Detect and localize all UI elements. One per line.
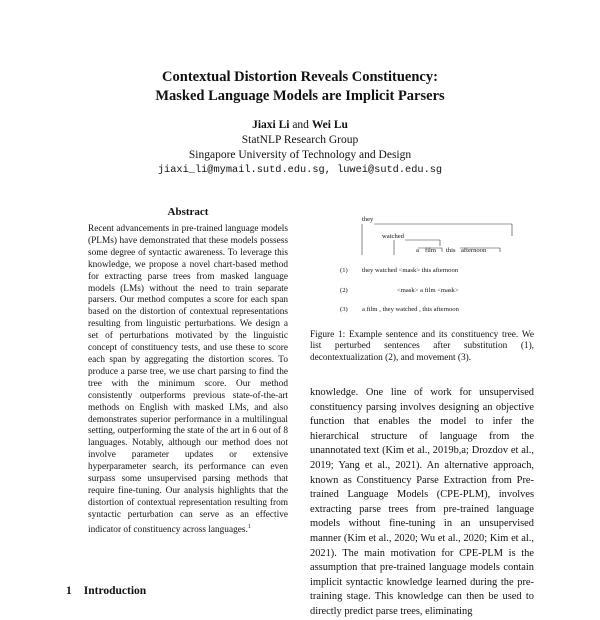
figure-caption: Figure 1: Example sentence and its constituency tree. We list perturbed sentences after substitution (1), decontextualization (2), and movement (3). xyxy=(310,330,534,363)
section-heading xyxy=(66,585,146,597)
author-name: Wei Lu xyxy=(311,119,348,131)
tree-word: a xyxy=(416,247,419,254)
author-and: and xyxy=(292,119,309,131)
body-paragraph: knowledge. One line of work for unsupervised constituency parsing involves designing an objective function that enables the model to infer the hierarchical structure of language from the unannotated text (Kim et al., 2019b,a; Drozdov et al., 2019; Yang et al., 2021). An alternative approach, known as Constituency Parse Extraction from Pre-trained Language Models (CPE-PLM), involves extracting parse trees from pre-trained language models without fine-tuning in an unsupervised manner (Kim et al., 2020; Wu et al., 2020; Kim et al., 2021). The main motivation for CPE-PLM is the assumption that pre-trained language models contain implicit syntactic knowledge learned during the pre-training stage. This knowledge can then be used to directly predict parse trees, eliminating xyxy=(310,387,534,617)
author-emails: jiaxi_li@mymail.sutd.edu.sg, luwei@sutd.edu.sg xyxy=(157,164,443,176)
tree-word: film xyxy=(425,247,436,254)
tree-word: they xyxy=(362,216,374,223)
author-line xyxy=(0,119,600,131)
abstract-body-text: Recent advancements in pre-trained language models (PLMs) have demonstrated that these models possess some degree of syntactic awareness. To leverage this knowledge, we propose a novel chart-based method for extracting parse trees from masked language models (LMs) without the need to train separate parsers. Our method computes a score for each span based on the distortion of contextual representations resulting from linguistic perturbations. We design a set of perturbations motivated by the linguistic concept of constituency tests, and use these to score each span by aggregating the distortion scores. To produce a parse tree, we use chart parsing to find the tree with the minimum score. Our method consistently outperforms previous state-of-the-art methods on English with masked LMs, and also demonstrates superior performance in a multilingual setting, outperforming the state of the art in 6 out of 8 languages. Notably, although our method does not involve parameter updates or extensive hyperparameter search, its performance can even surpass some unsupervised parsing methods that require fine-tuning. Our analysis highlights that the distortion of contextual representation resulting from syntactic perturbation can serve as an effective indicator of constituency across languages. xyxy=(88,224,288,535)
tree-word: this xyxy=(446,247,456,254)
section-number: 1 xyxy=(66,585,72,597)
affiliation-university: Singapore University of Technology and Design xyxy=(188,149,412,161)
tree-word: watched xyxy=(382,233,404,240)
abstract-text xyxy=(88,224,288,537)
footnote-mark: 1 xyxy=(247,523,251,530)
abstract-heading: Abstract xyxy=(167,206,209,218)
example-sentence: a film , they watched , this afternoon xyxy=(362,306,459,313)
example-number: (2) xyxy=(340,287,348,294)
example-number: (1) xyxy=(340,267,348,274)
paper-title-line1: Contextual Distortion Reveals Constituency: xyxy=(162,69,438,85)
example-sentence: <mask> a film <mask> xyxy=(397,287,459,294)
example-number: (3) xyxy=(340,306,348,313)
tree-word: afternoon xyxy=(461,247,487,254)
author-name: Jiaxi Li xyxy=(252,119,290,131)
paper-title-line2: Masked Language Models are Implicit Parsers xyxy=(155,88,445,104)
affiliation-group: StatNLP Research Group xyxy=(241,134,359,146)
example-sentence: they watched <mask> this afternoon xyxy=(362,267,459,274)
tree-branch xyxy=(405,240,440,246)
constituency-tree xyxy=(300,205,540,255)
section-title: Introduction xyxy=(83,585,147,597)
